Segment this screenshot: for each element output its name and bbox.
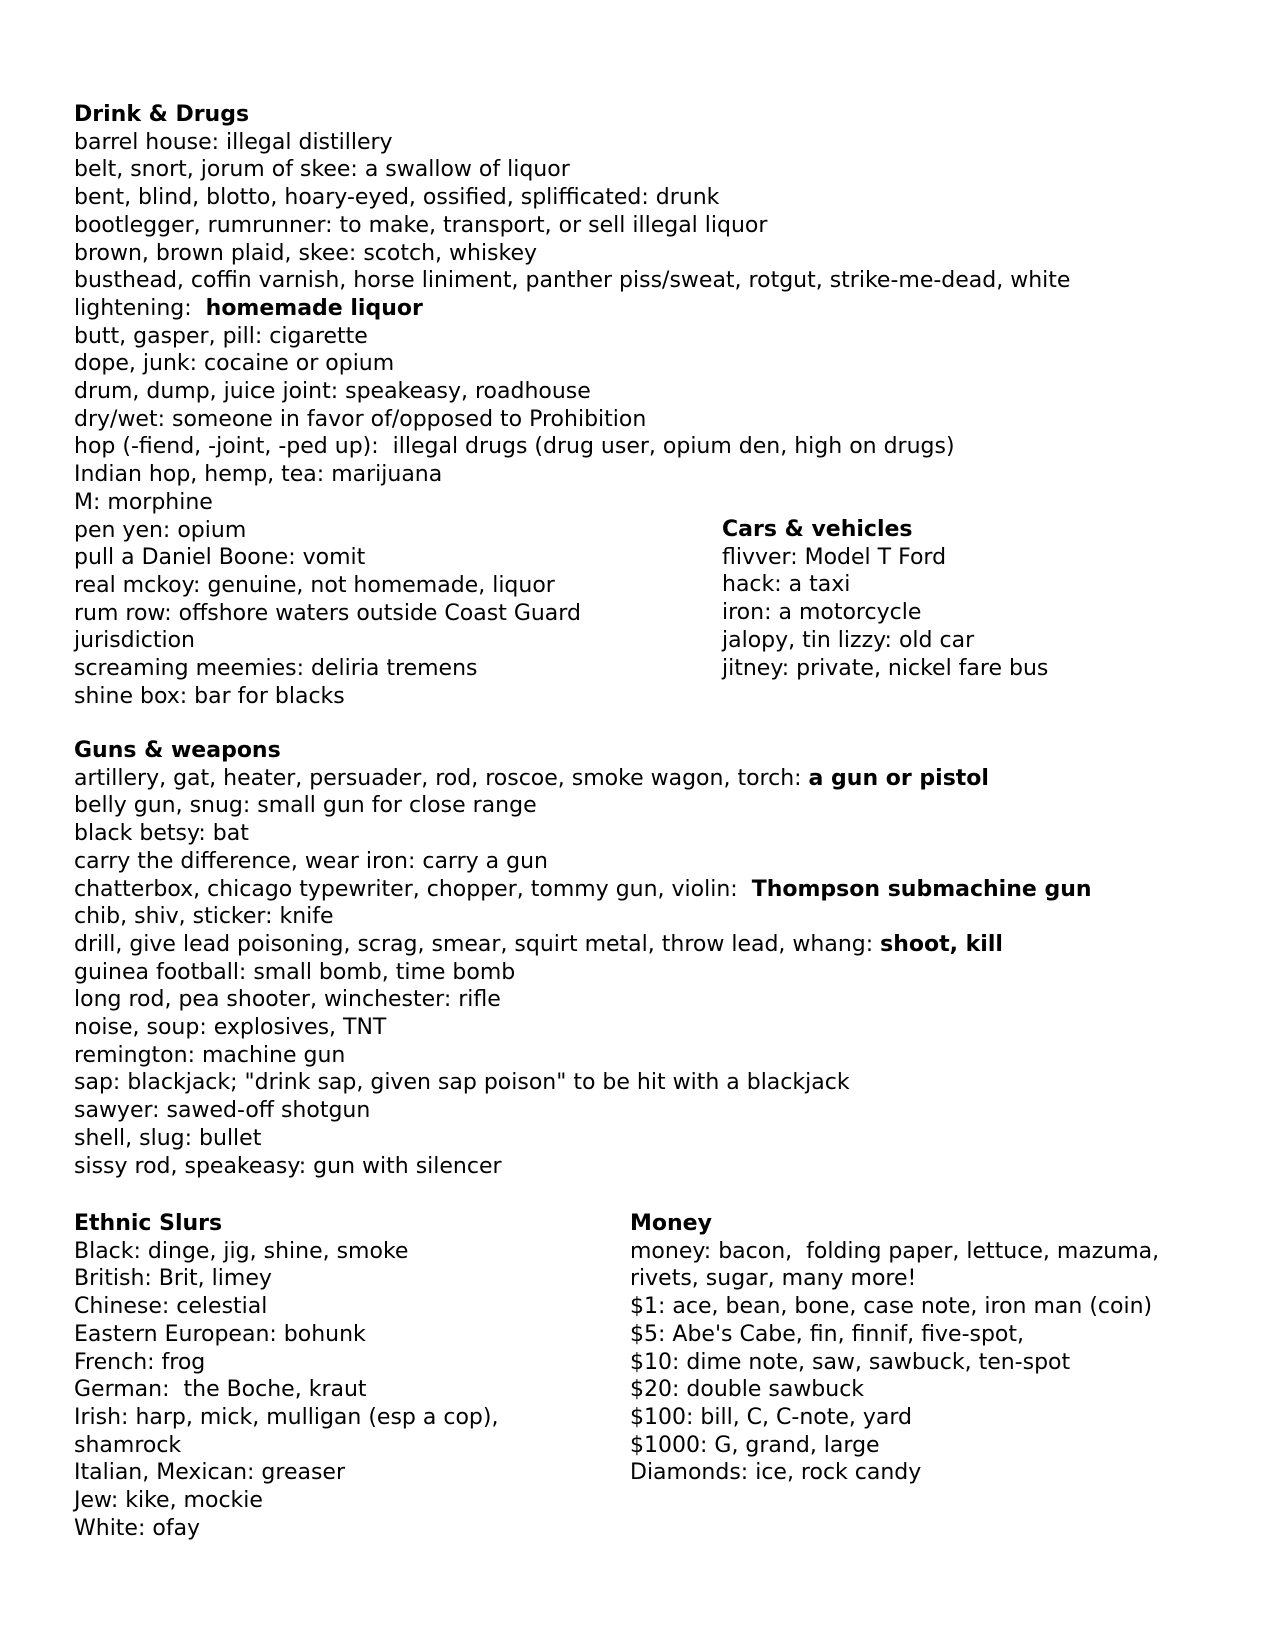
glossary-line: French: frog: [74, 1349, 206, 1375]
glossary-line: Eastern European: bohunk: [74, 1321, 366, 1347]
glossary-line: chib, shiv, sticker: knife: [74, 904, 334, 930]
glossary-term: chatterbox, chicago typewriter, chopper, tommy gun, violin:: [74, 876, 752, 902]
glossary-line: carry the difference, wear iron: carry a gun: [74, 848, 548, 874]
glossary-line: sawyer: sawed-off shotgun: [74, 1098, 371, 1124]
glossary-line: jalopy, tin lizzy: old car: [722, 627, 975, 653]
glossary-line: barrel house: illegal distillery: [74, 129, 393, 155]
glossary-line: dope, junk: cocaine or opium: [74, 351, 395, 377]
glossary-line: [74, 765, 1214, 793]
glossary-line: $5: Abe's Cabe, fin, finnif, five-spot,: [630, 1321, 1025, 1347]
glossary-term: drill, give lead poisoning, scrag, smear, squirt metal, throw lead, whang:: [74, 931, 881, 957]
cars-vehicles-section: [722, 516, 1222, 682]
glossary-line: noise, soup: explosives, TNT: [74, 1015, 387, 1041]
glossary-line: sissy rod, speakeasy: gun with silencer: [74, 1153, 502, 1179]
money-section: [630, 1210, 1230, 1487]
glossary-line: [74, 876, 1214, 904]
glossary-line: remington: machine gun: [74, 1042, 346, 1068]
section-heading: Money: [630, 1211, 712, 1236]
section-heading: Guns & weapons: [74, 738, 281, 763]
glossary-line: black betsy: bat: [74, 821, 249, 847]
glossary-line: [74, 295, 1214, 323]
section-heading: Ethnic Slurs: [74, 1211, 223, 1236]
glossary-line: hop (-fiend, -joint, -ped up): illegal drugs (drug user, opium den, high on drugs): [74, 434, 955, 460]
glossary-line: sap: blackjack; "drink sap, given sap poison" to be hit with a blackjack: [74, 1070, 850, 1096]
glossary-line: $1: ace, bean, bone, case note, iron man (coin): [630, 1294, 1153, 1320]
glossary-line: $20: double sawbuck: [630, 1377, 865, 1403]
glossary-line: Diamonds: ice, rock candy: [630, 1460, 922, 1486]
glossary-line: M: morphine: [74, 489, 213, 515]
glossary-line: busthead, coffin varnish, horse liniment, panther piss/sweat, rotgut, strike-me-dead, white: [74, 268, 1071, 294]
glossary-line: hack: a taxi: [722, 572, 851, 598]
glossary-line: long rod, pea shooter, winchester: rifle: [74, 987, 501, 1013]
glossary-line: White: ofay: [74, 1515, 201, 1541]
glossary-line: Black: dinge, jig, shine, smoke: [74, 1238, 409, 1264]
section-heading: Cars & vehicles: [722, 517, 913, 542]
glossary-line: Jew: kike, mockie: [74, 1488, 263, 1514]
glossary-definition-bold: Thompson submachine gun: [751, 876, 1092, 902]
glossary-line: shamrock: [74, 1432, 182, 1458]
glossary-line: bent, blind, blotto, hoary-eyed, ossified, splifficated: drunk: [74, 185, 720, 211]
glossary-term: lightening:: [74, 295, 206, 321]
glossary-definition-bold: homemade liquor: [205, 295, 423, 321]
glossary-line: pull a Daniel Boone: vomit: [74, 545, 366, 571]
glossary-line: brown, brown plaid, skee: scotch, whiskey: [74, 240, 538, 266]
glossary-line: British: Brit, limey: [74, 1266, 272, 1292]
glossary-line: flivver: Model T Ford: [722, 544, 947, 570]
glossary-line: iron: a motorcycle: [722, 600, 922, 626]
glossary-line: rivets, sugar, many more!: [630, 1266, 917, 1292]
glossary-line: real mckoy: genuine, not homemade, liquor: [74, 572, 555, 598]
ethnic-slurs-section: [74, 1210, 614, 1542]
glossary-line: $100: bill, C, C-note, yard: [630, 1404, 913, 1430]
glossary-line: butt, gasper, pill: cigarette: [74, 323, 368, 349]
glossary-line: money: bacon, folding paper, lettuce, mazuma,: [630, 1238, 1160, 1264]
glossary-line: rum row: offshore waters outside Coast Guard: [74, 600, 581, 626]
glossary-line: [74, 931, 1214, 959]
glossary-line: belt, snort, jorum of skee: a swallow of liquor: [74, 157, 570, 183]
glossary-line: Indian hop, hemp, tea: marijuana: [74, 462, 443, 488]
glossary-line: belly gun, snug: small gun for close range: [74, 793, 537, 819]
glossary-line: German: the Boche, kraut: [74, 1377, 367, 1403]
glossary-line: Chinese: celestial: [74, 1294, 268, 1320]
section-heading: Drink & Drugs: [74, 102, 250, 127]
glossary-term: artillery, gat, heater, persuader, rod, roscoe, smoke wagon, torch:: [74, 765, 809, 791]
glossary-line: shine box: bar for blacks: [74, 683, 345, 709]
glossary-line: bootlegger, rumrunner: to make, transport, or sell illegal liquor: [74, 212, 768, 238]
glossary-definition-bold: shoot, kill: [880, 931, 1003, 957]
glossary-line: jitney: private, nickel fare bus: [722, 655, 1049, 681]
glossary-line: drum, dump, juice joint: speakeasy, roadhouse: [74, 379, 591, 405]
glossary-line: Italian, Mexican: greaser: [74, 1460, 346, 1486]
glossary-line: pen yen: opium: [74, 517, 247, 543]
glossary-line: guinea football: small bomb, time bomb: [74, 959, 516, 985]
glossary-definition-bold: a gun or pistol: [808, 765, 989, 791]
glossary-line: shell, slug: bullet: [74, 1125, 262, 1151]
glossary-line: Irish: harp, mick, mulligan (esp a cop),: [74, 1404, 499, 1430]
glossary-line: jurisdiction: [74, 628, 195, 654]
glossary-line: dry/wet: someone in favor of/opposed to Prohibition: [74, 406, 647, 432]
glossary-line: screaming meemies: deliria tremens: [74, 656, 478, 682]
guns-weapons-section: [74, 737, 1214, 1180]
glossary-line: $10: dime note, saw, sawbuck, ten-spot: [630, 1349, 1071, 1375]
glossary-line: $1000: G, grand, large: [630, 1432, 880, 1458]
